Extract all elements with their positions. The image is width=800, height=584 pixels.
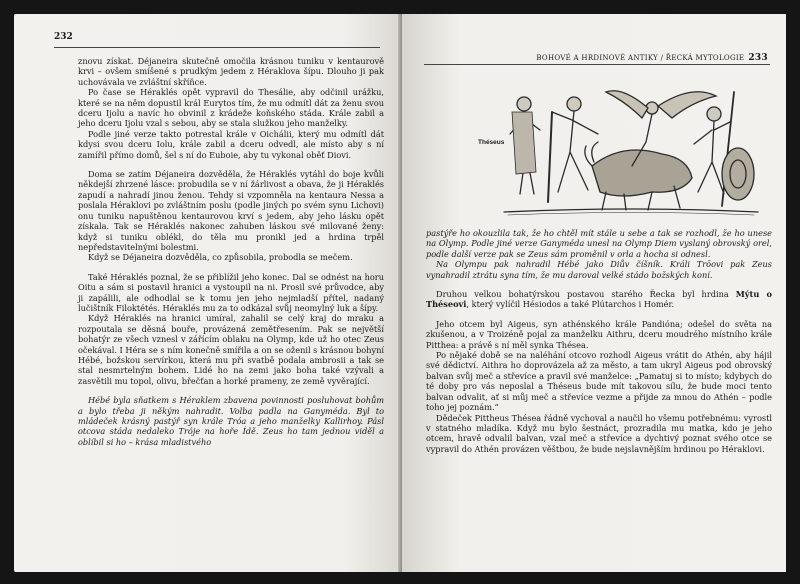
left-page <box>14 14 402 572</box>
theseus-illustration <box>502 82 760 218</box>
paragraph: pastýře ho okouzlila tak, že ho chtěl mít stále u sebe a tak se rozhodl, že ho unese na Olymp. Podle jiné verze Ganyméda unesl na Olymp Diem vyslaný obrovský orel, podle další verze pak se Zeus sám proměnil v orla a hocha si odnesl. <box>426 228 772 259</box>
paragraph: Hébé byla sňatkem s Héraklem zbavena povinnosti posluhovat bohům a bylo třeba ji někým nahradit. Volba padla na Ganyméda. Byl to mládeček krásný pastýř syn krále Tróa a jeho manželky Kallirhoy. Pásl otcova stáda nedaleko Tróje na hoře Ídě. Zeus ho tam jednou viděl a oblíbil si ho – krása mladistvého <box>78 395 384 447</box>
paragraph-text: Druhou velkou bohatýrskou postavou starého Řecka byl hrdina <box>436 289 736 300</box>
page-number-right: 233 <box>748 53 768 63</box>
paragraph: Dědeček Pittheus Thésea řádně vychoval a naučil ho všemu potřebnému: vyrostl v statného mladíka. Když mu bylo šestnáct, prozradila mu matka, kdo je jeho otcem, hravě odvalil balvan, vzal meč a střevíce a dychtivý poznat svého otce se vypravil do Athén provázen věštbou, že bude nejslavnějším hrdinou po Héraklovi. <box>426 412 772 454</box>
header-rule-left <box>54 47 380 48</box>
bold-title: Mýtu o Théseovi <box>426 289 772 310</box>
paragraph: Také Héraklés poznal, že se přiblížil jeho konec. Dal se odnést na horu Oitu a sám si postavil hranici a vystoupil na ni. Prosil své průvodce, aby ji zapálili, ale odhodlal se k tomu jen jeho nejmladší přítel, nadaný lučištník Filoktétés. Héraklés mu za to odkázal svůj neomylný luk a šípy. <box>78 271 384 313</box>
figure-label: Théseus <box>478 139 505 146</box>
left-page-text <box>78 56 384 447</box>
running-header-title: BOHOVÉ A HRDINOVÉ ANTIKY / ŘECKÁ MYTOLOGIE <box>536 54 745 62</box>
paragraph: Jeho otcem byl Aigeus, syn athénského krále Pandióna; odešel do světa na zkušenou, a v Troizéně pojal za manželku Aithru, dceru moudrého místního krále Pitthea: a právě s ní měl synka Thésea. <box>426 318 772 350</box>
right-page <box>402 14 786 572</box>
paragraph: Když Héraklés na hranici umíral, zahalil se celý kraj do mraku a rozpoutala se děsná bouře, provázená zemětřesením. Pak se největší bohatýr ze všech vznesl v zářícím oblaku na Olymp, kde už ho otec Zeus očekával. I Héra se s ním konečně smířila a on se oženil s krásnou bohyní Hébé, božskou servírkou, která mu při svatbě podala ambrosii a tak se stal nesmrtelným bohem. Lidé ho na zemi jako boha také vzývali a zasvětili mu topol, olivu, břečťan a horké prameny, ze země vyvěrající. <box>78 313 384 386</box>
header-rule-right <box>424 64 770 65</box>
paragraph: Když se Déjaneira dozvěděla, co způsobila, probodla se mečem. <box>88 252 353 263</box>
paragraph <box>426 289 772 310</box>
running-header <box>536 53 768 63</box>
page-number-left: 232 <box>54 32 73 42</box>
paragraph-text: , který vylíčil Hésiodos a také Plútarchos i Homér. <box>466 299 675 310</box>
paragraph: Na Olympu pak nahradil Hébé jako Diův číšník. Králi Trōovi pak Zeus vynahradil ztrátu syna tím, že mu daroval velké stádo božských koní. <box>426 259 772 280</box>
paragraph: Podle jiné verze takto potrestal krále v Oichálii, který mu odmítl dát kdysi svou dceru Iolu, krále zabil a dceru odvedl, ale místo aby s ní zamířil přímo domů, šel s ní do Euboie, aby tu vykonal oběť Diovi. <box>78 128 384 160</box>
paragraph: Po nějaké době se na naléhání otcovo rozhodl Aigeus vrátit do Athén, aby hájil své dědictví. Aithra ho doprovázela až za město, a tam ukryl Aigeus pod obrovský balvan svůj meč a střevíce a pravil své manželce: „Pamatuj si to místo; kdybych do té doby pro vás neposlal a Théseus bude mít takovou sílu, že bude moci tento balvan odvalit, ať si můj meč a střevíce vezme a přijde za mnou do Athén – podle toho jej poznám.“ <box>426 350 772 413</box>
paragraph: znovu získat. Déjaneira skutečně omočila krásnou tuniku v kentaurově krvi – ovšem smíšené s prudkým jedem z Héraklova šípu. Dlouho ji pak uchovávala ve zvláštní skříňce. <box>78 56 384 87</box>
paragraph: Doma se zatím Déjaneira dozvěděla, že Héraklés vytáhl do boje kvůli někdejší zhrzené lásce: probudila se v ní žárlivost a obava, že ji Héraklés zapudí a nahradí jinou ženou. Tehdy si vzpomněla na kentaura Nessa a poslala Héraklovi po zvláštním poslu (podle jiných po svém synu Lichovi) onu tuniku napuštěnou kentaurovou krví s jedem, aby jeho lásku opět získala. Tak se Héraklés nakonec zahuben láskou své milované ženy: když si tuniku oblékl, do těla mu pronikl jed a hrdina trpěl nepředstavitelnými bolestmi. <box>78 169 384 252</box>
paragraph: Po čase se Héraklés opět vypravil do Thesálie, aby odčinil urážku, které se na něm dopustil král Eurytos tím, že mu odmítl dát za ženu svou dceru Ijolu a navíc ho obvinil z krádeže koňského stáda. Krále zabil a jeho dceru Ijolu vzal s sebou, aby se stala služkou jeho manželky. <box>78 87 384 129</box>
right-page-text <box>426 228 772 454</box>
